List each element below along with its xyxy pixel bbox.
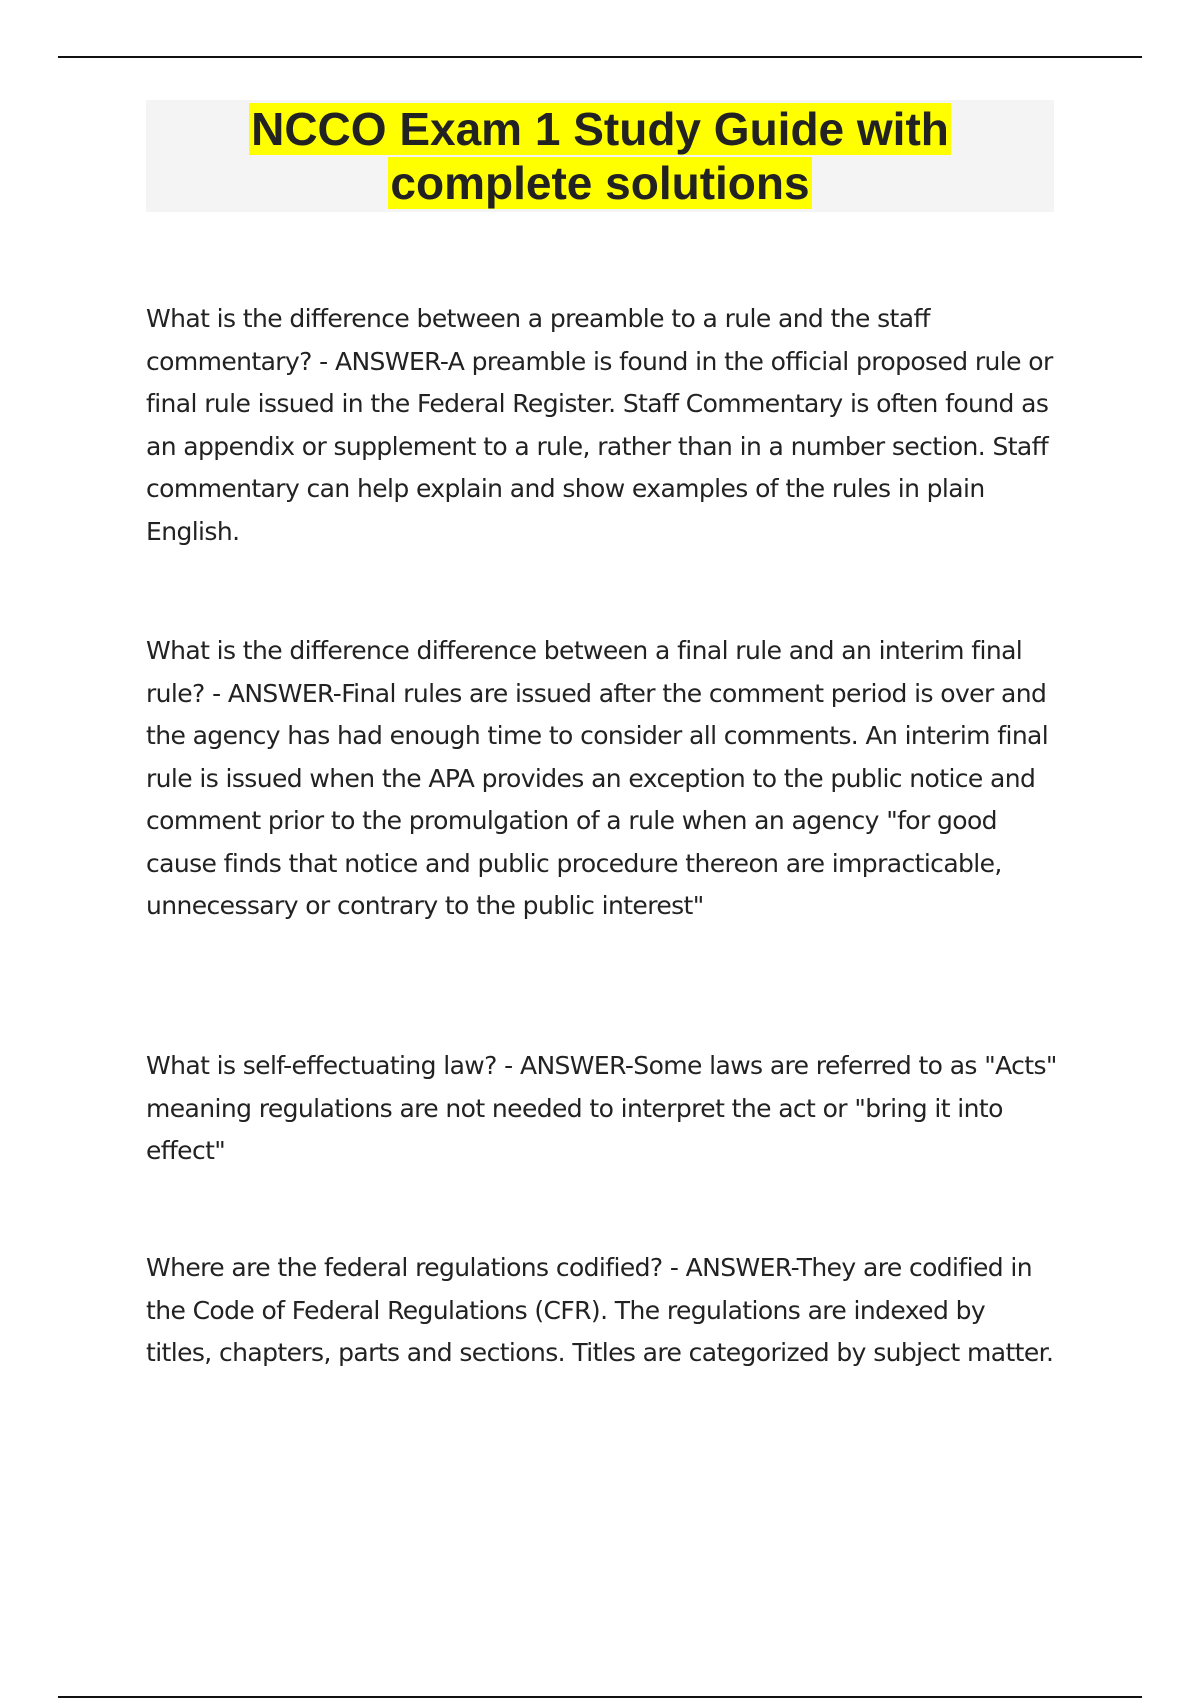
bottom-divider [58,1696,1142,1698]
qa-item-final-vs-interim-rule: What is the difference difference between a final rule and an interim final rule? - ANSWER-Final rules are issued after the comment period is over and the agency has had enough time to consider all comments. An interim final rule is issued when the APA provides an exception to the public notice and comment prior to the promulgation of a rule when an agency "for good cause finds that notice and public procedure thereon are impracticable, unnecessary or contrary to the public interest" [146,636,1049,920]
document-title: NCCO Exam 1 Study Guide with complete solutions [251,103,949,209]
title-block [146,100,1054,212]
qa-item-preamble-vs-commentary: What is the difference between a preamble to a rule and the staff commentary? - ANSWER-A preamble is found in the official proposed rule or final rule issued in the Federal Register. Staff Commentary is often found as an appendix or supplement to a rule, rather than in a number section. Staff commentary can help explain and show examples of the rules in plain English. [146,304,1053,546]
qa-item-self-effectuating-law: What is self-effectuating law? - ANSWER-Some laws are referred to as "Acts" meaning regulations are not needed to interpret the act or "bring it into effect" [146,1051,1057,1165]
top-divider [58,56,1142,58]
qa-item-regulations-codified: Where are the federal regulations codified? - ANSWER-They are codified in the Code of Federal Regulations (CFR). The regulations are indexed by titles, chapters, parts and sections. Titles are categorized by subject matter. [146,1253,1054,1367]
